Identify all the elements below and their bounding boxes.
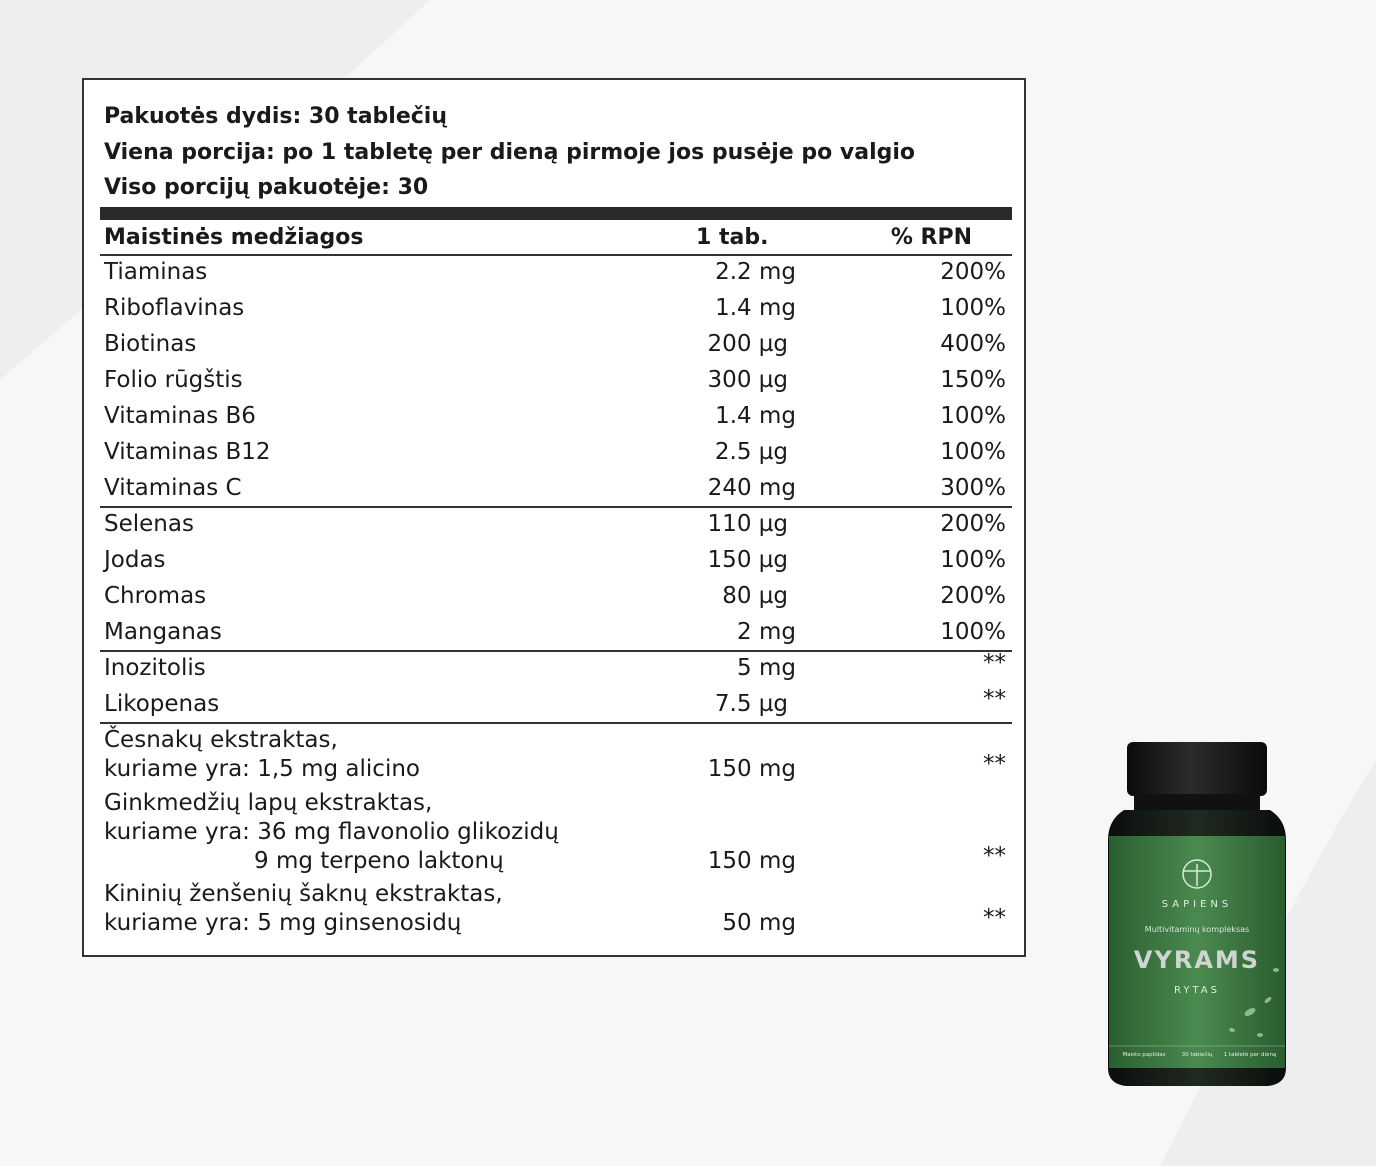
nutrient-rpn: ** [983, 686, 1006, 712]
product-name: VYRAMS [1133, 946, 1261, 974]
header-divider [100, 207, 1012, 220]
nutrient-amount: 2.5 µg [714, 439, 788, 465]
nutrient-amount: 7.5 µg [714, 691, 788, 717]
nutrient-name: Manganas [104, 619, 222, 645]
nutrient-rpn: 100% [940, 295, 1006, 321]
nutrient-name: Inozitolis [104, 655, 206, 681]
nutrient-amount: 80 µg [722, 583, 788, 609]
nutrient-rpn: 200% [940, 583, 1006, 609]
nutrient-amount: 300 µg [707, 367, 788, 393]
extract-name: Česnakų ekstraktas, [104, 727, 338, 753]
extract-amount: 50 mg [722, 910, 796, 936]
product-variant: RYTAS [1174, 985, 1220, 996]
table-row [84, 255, 1024, 291]
table-row [84, 543, 1024, 579]
table-row [84, 507, 1024, 543]
column-header-rpn: % RPN [890, 225, 972, 250]
nutrient-rpn: ** [983, 650, 1006, 676]
nutrient-rpn: 100% [940, 403, 1006, 429]
nutrient-name: Tiaminas [104, 259, 208, 285]
nutrient-amount: 200 µg [707, 331, 788, 357]
table-row [84, 651, 1024, 687]
nutrient-rpn: 100% [940, 619, 1006, 645]
table-row [84, 327, 1024, 363]
nutrient-rpn: 200% [940, 511, 1006, 537]
footer-left-text: Maisto papildas [1122, 1052, 1166, 1058]
table-row [84, 615, 1024, 651]
nutrient-name: Selenas [104, 511, 194, 537]
nutrient-amount: 1.4 mg [715, 403, 796, 429]
footer-right-text: 1 tabletė per dieną [1223, 1052, 1277, 1058]
nutrient-rpn: 100% [940, 547, 1006, 573]
extract-amount: 150 mg [707, 848, 796, 874]
product-subtitle: Multivitaminų kompleksas [1144, 925, 1250, 934]
nutrient-name: Biotinas [104, 331, 197, 357]
nutrient-name: Jodas [104, 547, 166, 573]
nutrient-amount: 2 mg [737, 619, 796, 645]
nutrient-name: Vitaminas C [104, 475, 242, 501]
table-row [84, 687, 1024, 723]
nutrient-amount: 5 mg [737, 655, 796, 681]
nutrient-rpn: 150% [940, 367, 1006, 393]
package-size-line: Pakuotės dydis: 30 tablečių [104, 104, 447, 129]
section-divider [100, 722, 1012, 724]
extract-detail: 9 mg terpeno laktonų [254, 848, 504, 874]
extract-rpn: ** [983, 905, 1006, 931]
product-bottle [1100, 740, 1290, 1090]
table-row [84, 579, 1024, 615]
nutrient-rpn: 100% [940, 439, 1006, 465]
table-row [84, 471, 1024, 507]
footer-mid-text: 30 tablečių [1181, 1052, 1213, 1058]
nutrient-amount: 1.4 mg [715, 295, 796, 321]
product-brand: SAPIENS [1161, 899, 1233, 910]
nutrient-name: Riboflavinas [104, 295, 245, 321]
extract-amount: 150 mg [707, 756, 796, 782]
nutrient-rpn: 300% [940, 475, 1006, 501]
table-row [84, 291, 1024, 327]
extract-detail: kuriame yra: 5 mg ginsenosidų [104, 910, 462, 936]
column-header-amount: 1 tab. [696, 225, 769, 250]
nutrient-amount: 2.2 mg [715, 259, 796, 285]
extract-detail: kuriame yra: 1,5 mg alicino [104, 756, 420, 782]
nutrient-rpn: 400% [940, 331, 1006, 357]
table-row [84, 399, 1024, 435]
nutrient-name: Folio rūgštis [104, 367, 243, 393]
servings-per-package-line: Viso porcijų pakuotėje: 30 [104, 175, 429, 200]
serving-line: Viena porcija: po 1 tabletę per dieną pirmoje jos pusėje po valgio [104, 140, 916, 165]
nutrient-amount: 150 µg [707, 547, 788, 573]
table-row [84, 363, 1024, 399]
nutrient-rpn: 200% [940, 259, 1006, 285]
nutrient-name: Likopenas [104, 691, 220, 717]
extract-rpn: ** [983, 751, 1006, 777]
nutrient-name: Chromas [104, 583, 207, 609]
extract-detail: kuriame yra: 36 mg flavonolio glikozidų [104, 819, 559, 845]
nutrient-amount: 240 mg [707, 475, 796, 501]
column-header-nutrients: Maistinės medžiagos [104, 225, 364, 250]
nutrient-amount: 110 µg [707, 511, 788, 537]
table-row [84, 435, 1024, 471]
extract-name: Ginkmedžių lapų ekstraktas, [104, 790, 433, 816]
extract-rpn: ** [983, 843, 1006, 869]
nutrition-facts-panel [82, 78, 1026, 957]
extract-name: Kininių ženšenių šaknų ekstraktas, [104, 881, 503, 907]
nutrient-name: Vitaminas B6 [104, 403, 256, 429]
nutrient-name: Vitaminas B12 [104, 439, 271, 465]
